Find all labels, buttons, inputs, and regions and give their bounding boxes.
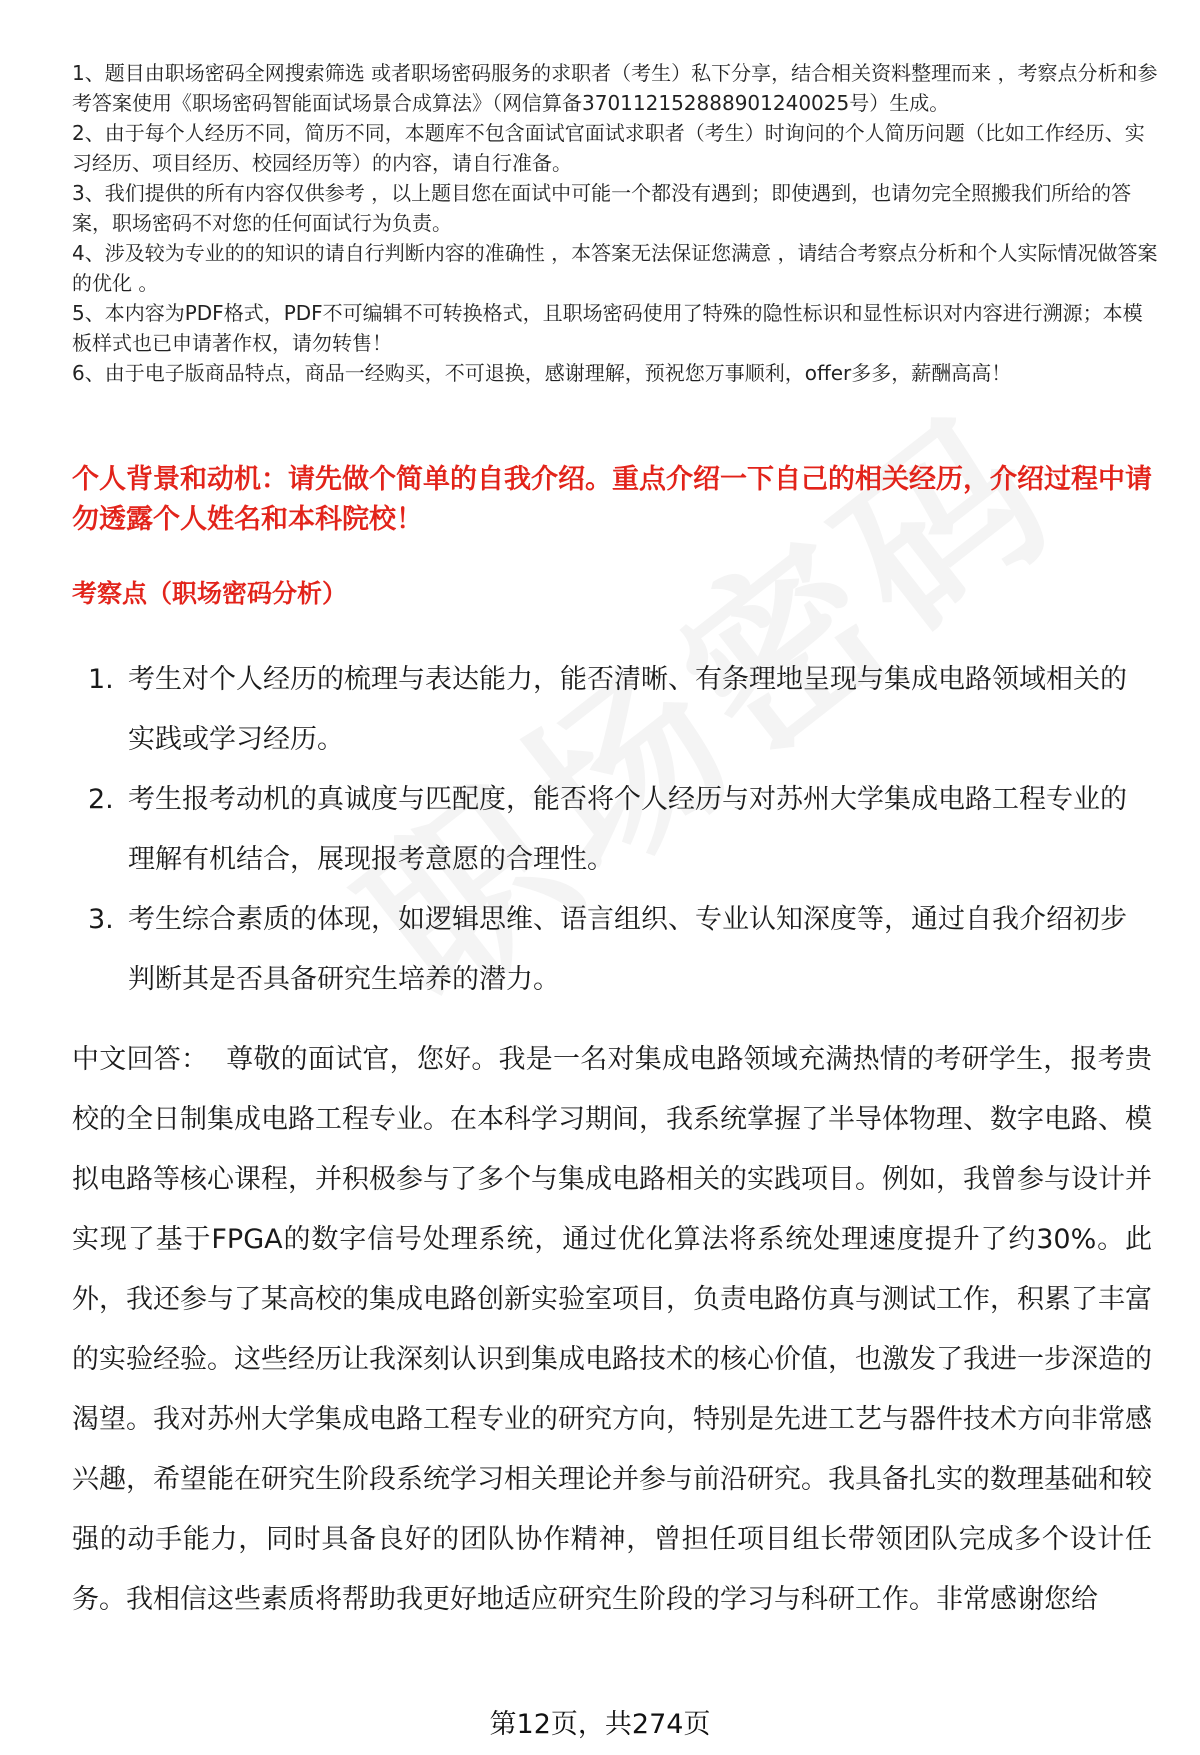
question-heading: 个人背景和动机：请先做个简单的自我介绍。重点介绍一下自己的相关经历，介绍过程中请勿透露个人姓名和本科院校！ [72,464,1152,535]
note-4: 4、涉及较为专业的的知识的请自行判断内容的准确性 ，本答案无法保证您满意 ，请结合考察点分析和个人实际情况做答案的优化 。 [72,241,1158,295]
note-6: 6、由于电子版商品特点，商品一经购买，不可退换，感谢理解，预祝您万事顺利，offer多多，薪酬高高！ [72,361,1012,385]
point-number: 3. [88,904,114,935]
point-text: 考生对个人经历的梳理与表达能力，能否清晰、有条理地呈现与集成电路领域相关的实践或学习经历。 [128,664,1127,755]
point-text: 考生综合素质的体现，如逻辑思维、语言组织、专业认知深度等，通过自我介绍初步判断其是否具备研究生培养的潜力。 [128,904,1127,995]
page-footer: 第12页，共274页 [489,1709,711,1740]
answer-text: 尊敬的面试官，您好。我是一名对集成电路领域充满热情的考研学生，报考贵校的全日制集成电路工程专业。在本科学习期间，我系统掌握了半导体物理、数字电路、模拟电路等核心课程，并积极参与了多个与集成电路相关的实践项目。例如，我曾参与设计并实现了基于FPGA的数字信号处理系统，通过优化算法将系统处理速度提升了约30%。此外，我还参与了某高校的集成电路创新实验室项目，负责电路仿真与测试工作，积累了丰富的实验经验。这些经历让我深刻认识到集成电路技术的核心价值，也激发了我进一步深造的渴望。我对苏州大学集成电路工程专业的研究方向，特别是先进工艺与器件技术方向非常感兴趣，希望能在研究生阶段系统学习相关理论并参与前沿研究。我具备扎实的数理基础和较强的动手能力，同时具备良好的团队协作精神，曾担任项目组长带领团队完成多个设计任务。我相信这些素质将帮助我更好地适应研究生阶段的学习与科研工作。非常感谢您给 [72,1044,1153,1615]
analysis-points [72,650,1152,1010]
note-5: 5、本内容为PDF格式，PDF不可编辑不可转换格式，且职场密码使用了特殊的隐性标识和显性标识对内容进行溯源；本模板样式也已申请著作权，请勿转售！ [72,301,1143,355]
point-text: 考生报考动机的真诚度与匹配度，能否将个人经历与对苏州大学集成电路工程专业的理解有机结合，展现报考意愿的合理性。 [128,784,1127,875]
note-1: 1、题目由职场密码全网搜索筛选 或者职场密码服务的求职者（考生）私下分享，结合相关资料整理而来 ，考察点分析和参考答案使用《职场密码智能面试场景合成算法》（网信算备370112152888901240025号）生成。 [72,61,1158,115]
point-number: 2. [88,784,114,815]
answer-paragraph [72,1030,1152,1630]
analysis-heading: 考察点（职场密码分析） [72,579,348,608]
note-3: 3、我们提供的所有内容仅供参考 ，以上题目您在面试中可能一个都没有遇到；即使遇到，也请勿完全照搬我们所给的答案，职场密码不对您的任何面试行为负责。 [72,181,1132,235]
disclaimer-notes [72,58,1162,388]
answer-label: 中文回答： [72,1044,209,1075]
analysis-point-3 [72,890,1152,1010]
note-2: 2、由于每个人经历不同，简历不同，本题库不包含面试官面试求职者（考生）时询问的个人简历问题（比如工作经历、实习经历、项目经历、校园经历等）的内容，请自行准备。 [72,121,1145,175]
analysis-point-1 [72,650,1152,770]
point-number: 1. [88,664,114,695]
analysis-point-2 [72,770,1152,890]
